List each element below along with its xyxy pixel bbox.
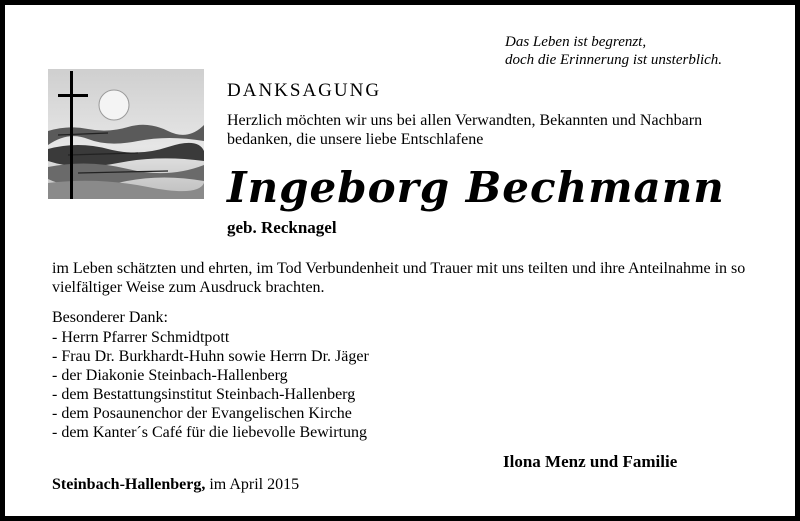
motto-line-1: Das Leben ist begrenzt, (505, 34, 647, 50)
list-item: - dem Posaunenchor der Evangelischen Kirche (52, 405, 352, 422)
cross-sunset-landscape-icon (48, 69, 204, 204)
list-item: - dem Kanter´s Café für die liebevolle Bewirtung (52, 424, 367, 441)
list-item: - der Diakonie Steinbach-Hallenberg (52, 367, 288, 384)
list-item: - Herrn Pfarrer Schmidtpott (52, 329, 230, 346)
intro-text: Herzlich möchten wir uns bei allen Verwandten, Bekannten und Nachbarn bedanken, die unsere liebe Entschlafene (227, 112, 703, 148)
body-text: im Leben schätzten und ehrten, im Tod Verbundenheit und Trauer mit uns teilten und ihre Anteilnahme in so vielfältiger Weise zum Ausdruck brachten. (52, 260, 746, 296)
place-date (52, 476, 299, 494)
special-thanks-list (52, 328, 369, 442)
motto-quote (505, 33, 722, 69)
place: Steinbach-Hallenberg, (52, 476, 206, 493)
list-item: - Frau Dr. Burkhardt-Huhn sowie Herrn Dr. Jäger (52, 348, 369, 365)
signature: Ilona Menz und Familie (503, 452, 678, 471)
deceased-name: Ingeborg Bechmann (227, 163, 725, 212)
maiden-name: geb. Recknagel (227, 218, 337, 237)
special-thanks-title: Besonderer Dank: (52, 309, 168, 326)
date: im April 2015 (209, 476, 300, 493)
list-item: - dem Bestattungsinstitut Steinbach-Hallenberg (52, 386, 356, 403)
motto-line-2: doch die Erinnerung ist unsterblich. (505, 52, 723, 68)
page-title: DANKSAGUNG (227, 80, 382, 101)
